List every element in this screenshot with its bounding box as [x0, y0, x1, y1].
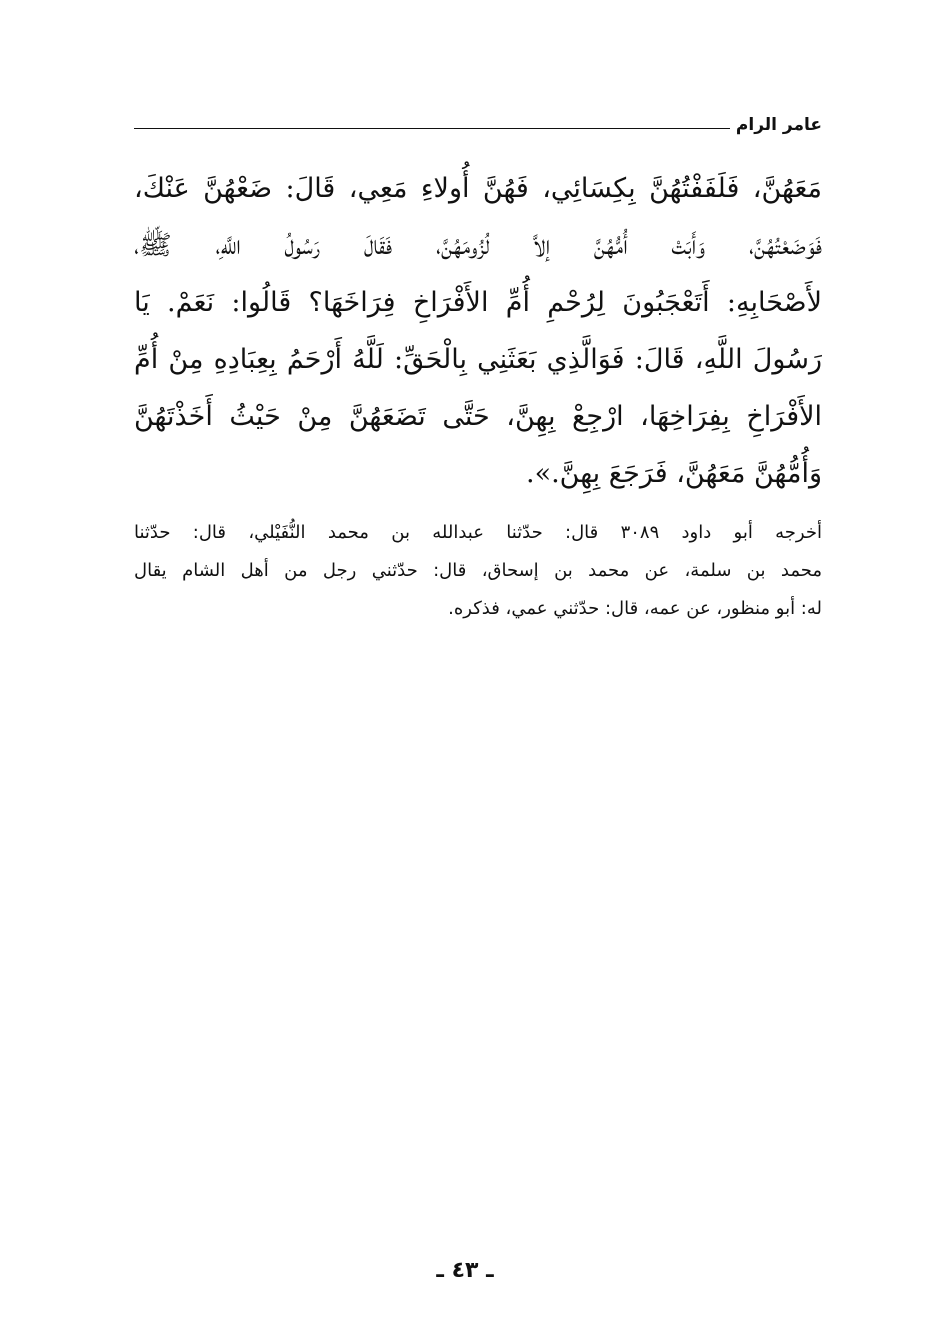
running-header — [134, 114, 822, 144]
main-text-line: الأَفْرَاخِ بِفِرَاخِهَا، ارْجِعْ بِهِنَّ، حَتَّى تَضَعَهُنَّ مِنْ حَيْثُ أَخَذْتَهُنَّ — [134, 401, 822, 432]
header-rule — [134, 128, 730, 129]
footnote-line: أخرجه أبو داود ٣٠٨٩ قال: حدّثنا عبدالله بن محمد النُّفَيْلي، قال: حدّثنا — [134, 522, 822, 543]
running-header-title: عامر الرام — [735, 115, 822, 135]
main-text-line: مَعَهُنَّ، فَلَفَفْتُهُنَّ بِكِسَائِي، فَهُنَّ أُولاءِ مَعِي، قَالَ: ضَعْهُنَّ عَنْكَ، — [134, 173, 822, 204]
main-text-line: فَوَضَعْتُهُنَّ، وَأَبَتْ أُمُّهُنَّ إلاَّ لُزُومَهُنَّ، فَقَالَ رَسُولُ اللَّهِ، ﷺ، — [134, 230, 822, 261]
main-text-line: لأَصْحَابِهِ: أَتَعْجَبُونَ لِرُحْمِ أُمِّ الأَفْرَاخِ فِرَاخَهَا؟ قَالُوا: نَعَمْ. يَا — [134, 287, 822, 318]
main-text-line: وَأُمُّهُنَّ مَعَهُنَّ، فَرَجَعَ بِهِنَّ.». — [525, 458, 822, 489]
page-number: ـ ٤٣ ـ — [436, 1258, 494, 1283]
main-text-block — [134, 160, 822, 502]
footnote-block — [134, 514, 822, 628]
footnote-line: محمد بن سلمة، عن محمد بن إسحاق، قال: حدّثني رجل من أهل الشام يقال — [134, 560, 822, 581]
main-text-line: رَسُولَ اللَّهِ، قَالَ: فَوَالَّذِي بَعَثَنِي بِالْحَقِّ: لَلَّهُ أَرْحَمُ بِعِبَادِهِ مِنْ أُمِّ — [134, 344, 822, 375]
footnote-line: له: أبو منظور، عن عمه، قال: حدّثني عمي، فذكره. — [448, 598, 822, 619]
